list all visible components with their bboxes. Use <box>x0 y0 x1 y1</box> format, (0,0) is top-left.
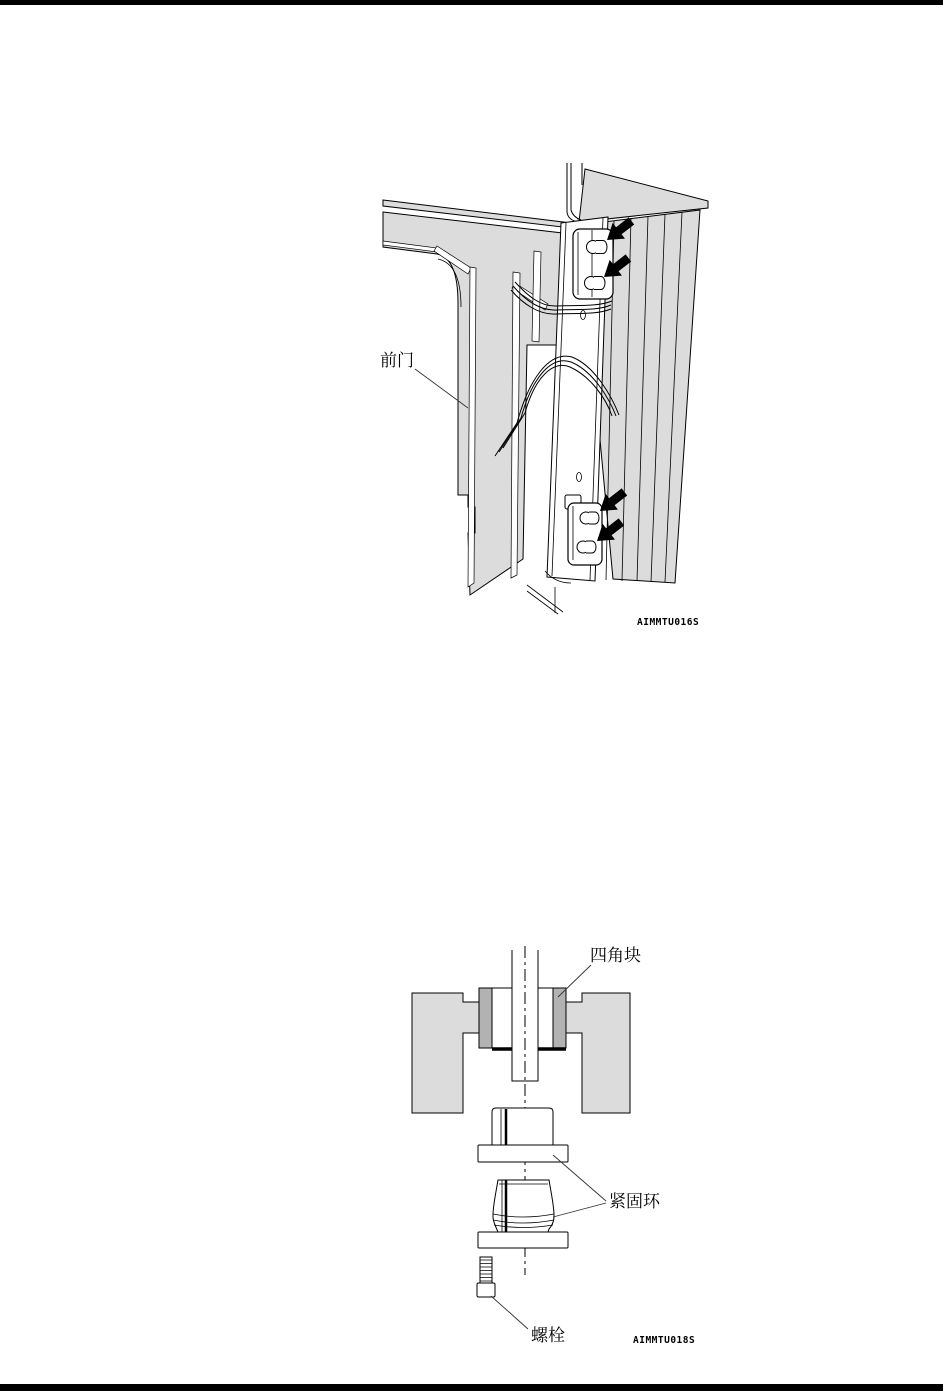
bolt-leader-line <box>491 1296 528 1329</box>
jaw-right <box>566 993 630 1113</box>
figure1-code: AIMMTU016S <box>637 617 700 628</box>
hinge-bolt <box>585 277 606 290</box>
figure-front-door-hinges <box>375 155 710 635</box>
front-door-drawing <box>375 155 710 635</box>
hinge-bolt <box>577 541 596 553</box>
front-door-label: 前门 <box>380 351 414 370</box>
bolt-label: 螺栓 <box>531 1326 565 1345</box>
fastening-ring-leader-line <box>553 1203 606 1217</box>
bolt <box>477 1257 495 1297</box>
fastening-ring-lower <box>478 1180 568 1248</box>
figure2-code: AIMMTU018S <box>633 1335 696 1346</box>
square-block-leader-line <box>558 965 591 997</box>
hinge-top <box>573 229 613 299</box>
square-block-label: 四角块 <box>590 946 641 965</box>
page-bottom-rule <box>0 1384 943 1391</box>
pillar-groove <box>532 251 541 342</box>
page-top-rule <box>0 0 943 5</box>
fastening-ring-upper <box>478 1108 568 1162</box>
door-frame <box>383 200 571 595</box>
jaw-left <box>412 993 479 1113</box>
square-block-drawing <box>375 930 710 1350</box>
fastening-ring-leader-line <box>553 1155 606 1201</box>
hinge-bolt <box>587 241 608 254</box>
fastening-ring-label: 紧固环 <box>609 1192 660 1211</box>
figure-square-block-assembly <box>375 930 710 1350</box>
hinge-bottom <box>565 495 602 565</box>
hinge-bolt <box>580 512 599 524</box>
